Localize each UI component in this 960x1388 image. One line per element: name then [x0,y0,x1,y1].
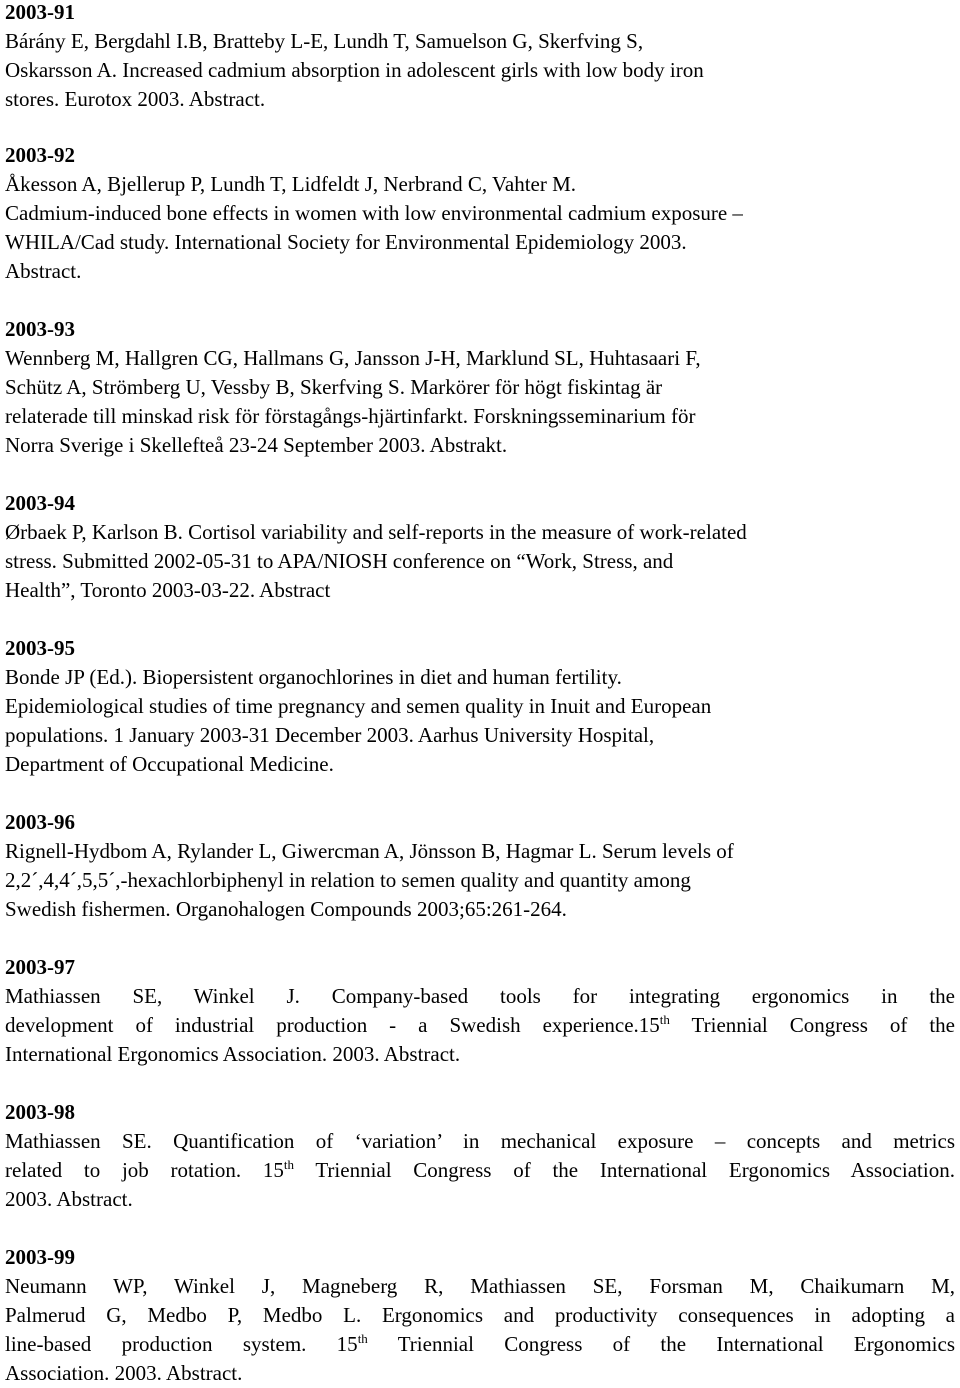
reference-id: 2003-91 [5,0,75,24]
reference-text-line: stress. Submitted 2002-05-31 to APA/NIOSH conference on “Work, Stress, and [5,549,674,573]
reference-text-segment: related to job rotation. 15 [5,1158,284,1182]
reference-text-line: Oskarsson A. Increased cadmium absorption in adolescent girls with low body iron [5,58,704,82]
reference-text-line [5,1330,955,1359]
reference-text-line: 2,2´,4,4´,5,5´,-hexachlorbiphenyl in relation to semen quality and quantity among [5,868,691,892]
reference-id: 2003-98 [5,1100,75,1124]
reference-id: 2003-93 [5,317,75,341]
reference-text-segment: Triennial Congress of the International Ergonomics Association. [293,1158,955,1182]
reference-text-line: populations. 1 January 2003-31 December 2003. Aarhus University Hospital, [5,723,655,747]
ordinal-superscript: th [283,1157,294,1172]
reference-entry [5,489,955,605]
ordinal-superscript: th [659,1012,670,1027]
ordinal-superscript: th [357,1331,368,1346]
reference-text-line: Rignell-Hydbom A, Rylander L, Giwercman A, Jönsson B, Hagmar L. Serum levels of [5,839,734,863]
reference-text-line: Swedish fishermen. Organohalogen Compounds 2003;65:261-264. [5,897,567,921]
reference-text-line: 2003. Abstract. [5,1187,133,1211]
reference-id: 2003-99 [5,1245,75,1269]
reference-text-line: Association. 2003. Abstract. [5,1361,243,1385]
reference-text-line: Cadmium-induced bone effects in women with low environmental cadmium exposure – [5,201,743,225]
reference-entry [5,1243,955,1388]
reference-text-line: Bonde JP (Ed.). Biopersistent organochlorines in diet and human fertility. [5,665,622,689]
reference-text-line: Neumann WP, Winkel J, Magneberg R, Mathiassen SE, Forsman M, Chaikumarn M, [5,1274,955,1298]
reference-entry [5,0,955,114]
reference-text-line: Norra Sverige i Skellefteå 23-24 September 2003. Abstrakt. [5,433,508,457]
reference-text-line: WHILA/Cad study. International Society for Environmental Epidemiology 2003. [5,230,687,254]
reference-entry [5,315,955,460]
reference-text-segment: Triennial Congress of the International Ergonomics [367,1332,955,1356]
reference-text-line: Ørbaek P, Karlson B. Cortisol variability and self-reports in the measure of work-related [5,520,747,544]
reference-text-line: Abstract. [5,259,82,283]
reference-id: 2003-97 [5,955,75,979]
reference-text-segment: development of industrial production - a Swedish experience.15 [5,1013,660,1037]
reference-id: 2003-94 [5,491,75,515]
reference-text-segment: line-based production system. 15 [5,1332,358,1356]
reference-text-line: Department of Occupational Medicine. [5,752,334,776]
reference-text-line: International Ergonomics Association. 2003. Abstract. [5,1042,461,1066]
reference-id: 2003-96 [5,810,75,834]
reference-text-line: Palmerud G, Medbo P, Medbo L. Ergonomics and productivity consequences in adopting a [5,1303,955,1327]
reference-text-line: stores. Eurotox 2003. Abstract. [5,87,266,111]
reference-text-segment: Triennial Congress of the [669,1013,955,1037]
reference-entry [5,1098,955,1214]
reference-text-line: relaterade till minskad risk för förstagångs-hjärtinfarkt. Forskningsseminarium för [5,404,696,428]
reference-text-line [5,1011,955,1040]
reference-text-line [5,1156,955,1185]
reference-entry [5,953,955,1069]
reference-text-line: Epidemiological studies of time pregnancy and semen quality in Inuit and European [5,694,712,718]
reference-text-line: Mathiassen SE. Quantification of ‘variation’ in mechanical exposure – concepts and metrics [5,1129,955,1153]
reference-id: 2003-92 [5,143,75,167]
reference-text-line: Bárány E, Bergdahl I.B, Bratteby L-E, Lundh T, Samuelson G, Skerfving S, [5,29,644,53]
reference-text-line: Schütz A, Strömberg U, Vessby B, Skerfving S. Markörer för högt fiskintag är [5,375,663,399]
reference-text-line: Wennberg M, Hallgren CG, Hallmans G, Jansson J-H, Marklund SL, Huhtasaari F, [5,346,701,370]
reference-entry [5,141,955,286]
reference-entry [5,808,955,924]
reference-text-line: Mathiassen SE, Winkel J. Company-based tools for integrating ergonomics in the [5,984,955,1008]
reference-text-line: Åkesson A, Bjellerup P, Lundh T, Lidfeldt J, Nerbrand C, Vahter M. [5,172,577,196]
reference-id: 2003-95 [5,636,75,660]
reference-text-line: Health”, Toronto 2003-03-22. Abstract [5,578,331,602]
reference-entry [5,634,955,779]
